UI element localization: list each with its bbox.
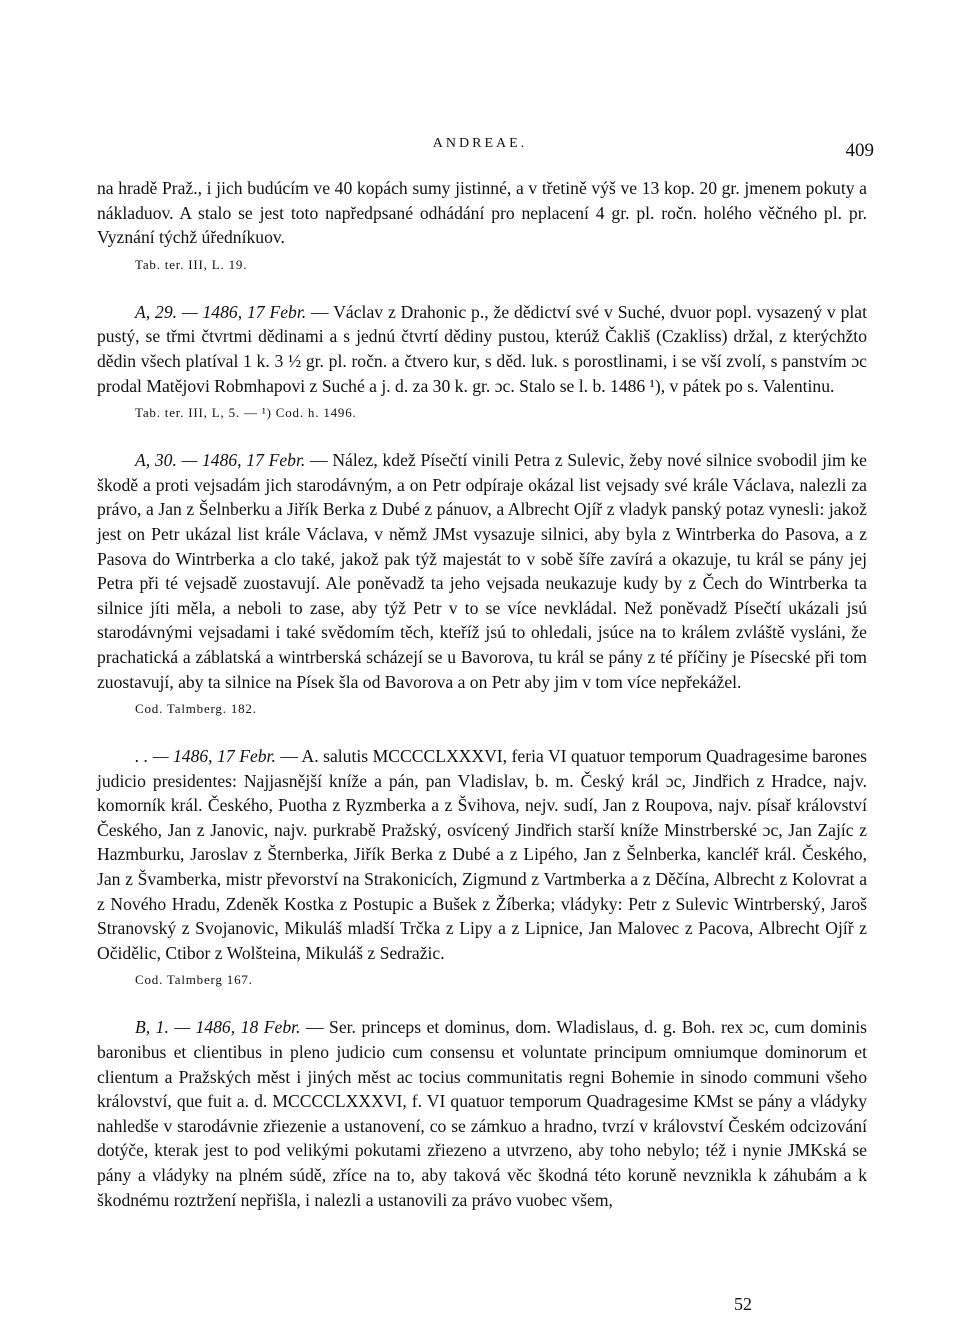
entry-heading: B, 1. — 1486, 18 Febr. — [135, 1017, 301, 1038]
entry-a30 — [97, 448, 867, 718]
main-text — [97, 176, 867, 1212]
running-title: ANDREAE. — [432, 136, 528, 151]
entry-paragraph — [97, 1015, 867, 1212]
entry-b1 — [97, 1015, 867, 1212]
entry-text: — A. salutis MCCCCLXXXVI, feria VI quatuor temporum Quadragesime barones judicio presidentes: Najjasnější kníže a pán, pan Vladislav, b. m. Český král ɔc, Jindřich z Hradce, najv. komorník král. Českého, Puotha z Ryzmberka a z Švihova, nejv. sudí, Jan z Roupova, najv. písař království Českého, Jan z Janovic, najv. purkrabě Pražský, osvícený Jindřich starší kníže Minstrberské ɔc, Jan Zajíc z Hazmburku, Jaroslav z Šternberka, Jiřík Berka z Dubé a z Lipého, Jan z Šelnberka, kancléř král. Českého, Jan z Švamberka, mistr převorství na Strakonicích, Zigmund z Vartmberka a z Děčína, Albrecht z Kolovrat a z Nového Hradu, Zdeněk Kostka z Postupic a Bušek z Žíberka; vládyky: Petr z Sulevic Wintrberský, Jaroš Stranovský z Svojanovic, Mikuláš mladší Trčka z Lipy a z Lipnice, Jan Malovec z Pacova, Albrecht Ojíř z Očidělic, Ctibor z Wolšteina, Mikuláš z Sedražic. — [97, 746, 867, 963]
entry-a29 — [97, 300, 867, 422]
entry-text: na hradě Praž., i jich budúcím ve 40 kopách sumy jistinné, a v třetině výš ve 13 kop. 20 gr. jmenem pokuty a nákladuov. A stalo se jest toto napředpsané odhádání pro neplacení 4 gr. pl. ročn. holého věčného pl. pr. Vyznání týchž úředníkuov. — [97, 178, 867, 248]
source-citation: Cod. Talmberg. 182. — [135, 701, 257, 717]
entry-heading: . . — 1486, 17 Febr. — [135, 746, 276, 767]
entry-text: — Ser. princeps et dominus, dom. Wladislaus, d. g. Boh. rex ɔc, cum dominis baronibus et clientibus in pleno judicio cum consensu et voluntate principum omniumque dominorum et clientum a Pražských měst i jiných měst ac tocius communitatis regni Bohemie in sinodo communi všeho království, que fuit a. d. MCCCCLXXXVI, f. VI quatuor temporum Quadragesime KMst se pány a vládyky nahledše v starodávnie zřiezenie a ustanovení, co se zámkuo a hradno, tvrzí v království Českém odcizování dotýče, kterak jest to pod velikými pokutami zřiezeno a utvrzeno, aby toho nebylo; též i nynie JMKská se pány a vládyky na plném súdě, zříce na to, aby taková věc škodná této koruně nevznikla k záhubám a k škodnému roztržení nepřišla, i nalezli a ustanovili za právo vuobec všem, — [97, 1017, 867, 1210]
entry-prev — [97, 176, 867, 274]
entry-paragraph — [97, 448, 867, 694]
page-number: 409 — [845, 140, 874, 161]
entry-text: — Václav z Drahonic p., že dědictví své v Suché, dvuor popl. vysazený v plat pustý, se třmi čtvrtmi dědinami a s jednú čtvrtí dědiny pustou, kterúž Čakliš (Czakliss) držal, z kterýchžto dědin všech platíval 1 k. 3 ½ gr. pl. ročn. a čtvero kur, s děd. luk. s porostlinami, i se vší zvolí, s panstvím ɔc prodal Matějovi Robmhapovi z Suché a j. d. za 30 k. gr. ɔc. Stalo se l. b. 1486 ¹), v pátek po s. Valentinu. — [97, 301, 867, 396]
source-citation: Tab. ter. III, L. 19. — [135, 256, 248, 272]
entry-heading: A, 30. — 1486, 17 Febr. — [135, 450, 306, 471]
entry-text: — Nález, kdež Písečtí vinili Petra z Sulevic, žeby nové silnice svobodil jim ke škodě a proti vejsadám jich starodávným, a on Petr odpíraje okázal list vejsady své krále Václava, nalezli za právo, a Jan z Šelnberku a Jiřík Berka z Dubé z pánuov, a Albrecht Ojíř z vladyk panský potaz vynesli: jakož jest on Petr ukázal list krále Václava, v němž JMst vysazuje silnici, aby byla z Wintrberka do Pasova, a z Pasova do Wintrberka a clo také, jakož pak týž majestát to v sobě šíře zavírá a okazuje, tu král se pány jej Petra při té vejsadě zuostavují. Ale poněvadž ta jeho vejsada neukazuje kudy by z Čech do Wintrberka ta silnice jíti měla, a neboli to zase, aby týž Petr v to se více nevkládal. Než poněvadž Písečtí ukázali jsú starodávnými vejsadami i také svědomím těch, kteříž jsú to ohledali, jsúce na to králem zvláště vysláni, že prachatická a záblatská a wintrberská scházejí se u Bavorova, tu král se pány z té příčiny je Písecské při tom zuostavují, aby ta silnice na Písek šla od Bavorova a on Petr aby jim v tom více nepřekážel. — [97, 450, 867, 692]
entry-dots — [97, 744, 867, 989]
source-citation: Tab. ter. III, L, 5. — ¹) Cod. h. 1496. — [135, 405, 357, 421]
entry-paragraph — [97, 300, 867, 398]
signature-mark: 52 — [734, 1294, 752, 1314]
source-citation: Cod. Talmberg 167. — [135, 972, 253, 988]
entry-heading: A, 29. — 1486, 17 Febr. — [135, 301, 307, 322]
entry-paragraph — [97, 744, 867, 965]
